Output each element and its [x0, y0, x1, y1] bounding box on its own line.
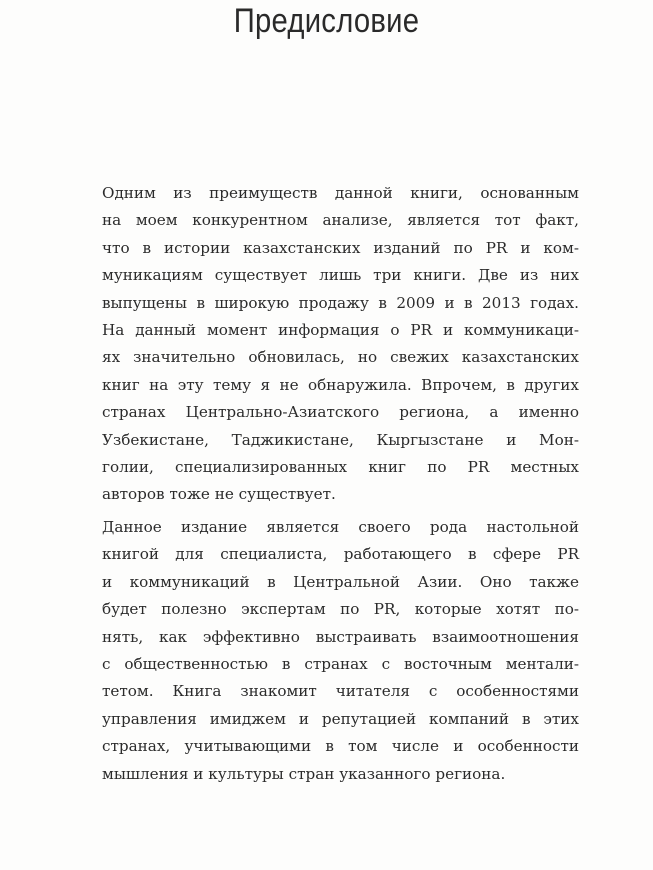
text-line: что в истории казахстанских изданий по PR и ком-: [102, 238, 579, 257]
text-line: нять, как эффективно выстраивать взаимоотношения: [102, 627, 579, 646]
text-line: на моем конкурентном анализе, является тот факт,: [102, 211, 579, 230]
text-line: странах Центрально-Азиатского региона, а именно: [102, 403, 579, 422]
text-line: странах, учитывающими в том числе и особенности: [102, 737, 579, 756]
paragraph-2: [102, 514, 579, 788]
page-title: Предисловие: [233, 2, 420, 40]
paragraph-1: [102, 180, 579, 509]
text-line: мышления и культуры стран указанного региона.: [102, 764, 506, 783]
text-line: ях значительно обновилась, но свежих казахстанских: [102, 348, 579, 367]
text-line: муникациям существует лишь три книги. Две из них: [102, 266, 579, 285]
text-line: будет полезно экспертам по PR, которые хотят по-: [102, 600, 579, 619]
text-line: Узбекистане, Таджикистане, Кыргызстане и Мон-: [102, 430, 579, 449]
text-line: Данное издание является своего рода настольной: [102, 518, 579, 536]
text-line: выпущены в широкую продажу в 2009 и в 2013 годах.: [102, 293, 579, 312]
text-line: управления имиджем и репутацией компаний в этих: [102, 709, 579, 728]
text-line: с общественностью в странах с восточным ментали-: [102, 655, 579, 674]
text-line: Одним из преимуществ данной книги, основанным: [102, 184, 579, 202]
text-line: тетом. Книга знакомит читателя с особенностями: [102, 682, 579, 701]
text-line: авторов тоже не существует.: [102, 485, 336, 504]
text-line: голии, специализированных книг по PR местных: [102, 458, 579, 477]
text-line: и коммуникаций в Центральной Азии. Оно также: [102, 572, 579, 591]
text-line: На данный момент информация о PR и коммуникаци-: [102, 321, 579, 340]
text-line: книгой для специалиста, работающего в сфере PR: [102, 545, 579, 564]
text-line: книг на эту тему я не обнаружила. Впрочем, в других: [102, 375, 579, 394]
